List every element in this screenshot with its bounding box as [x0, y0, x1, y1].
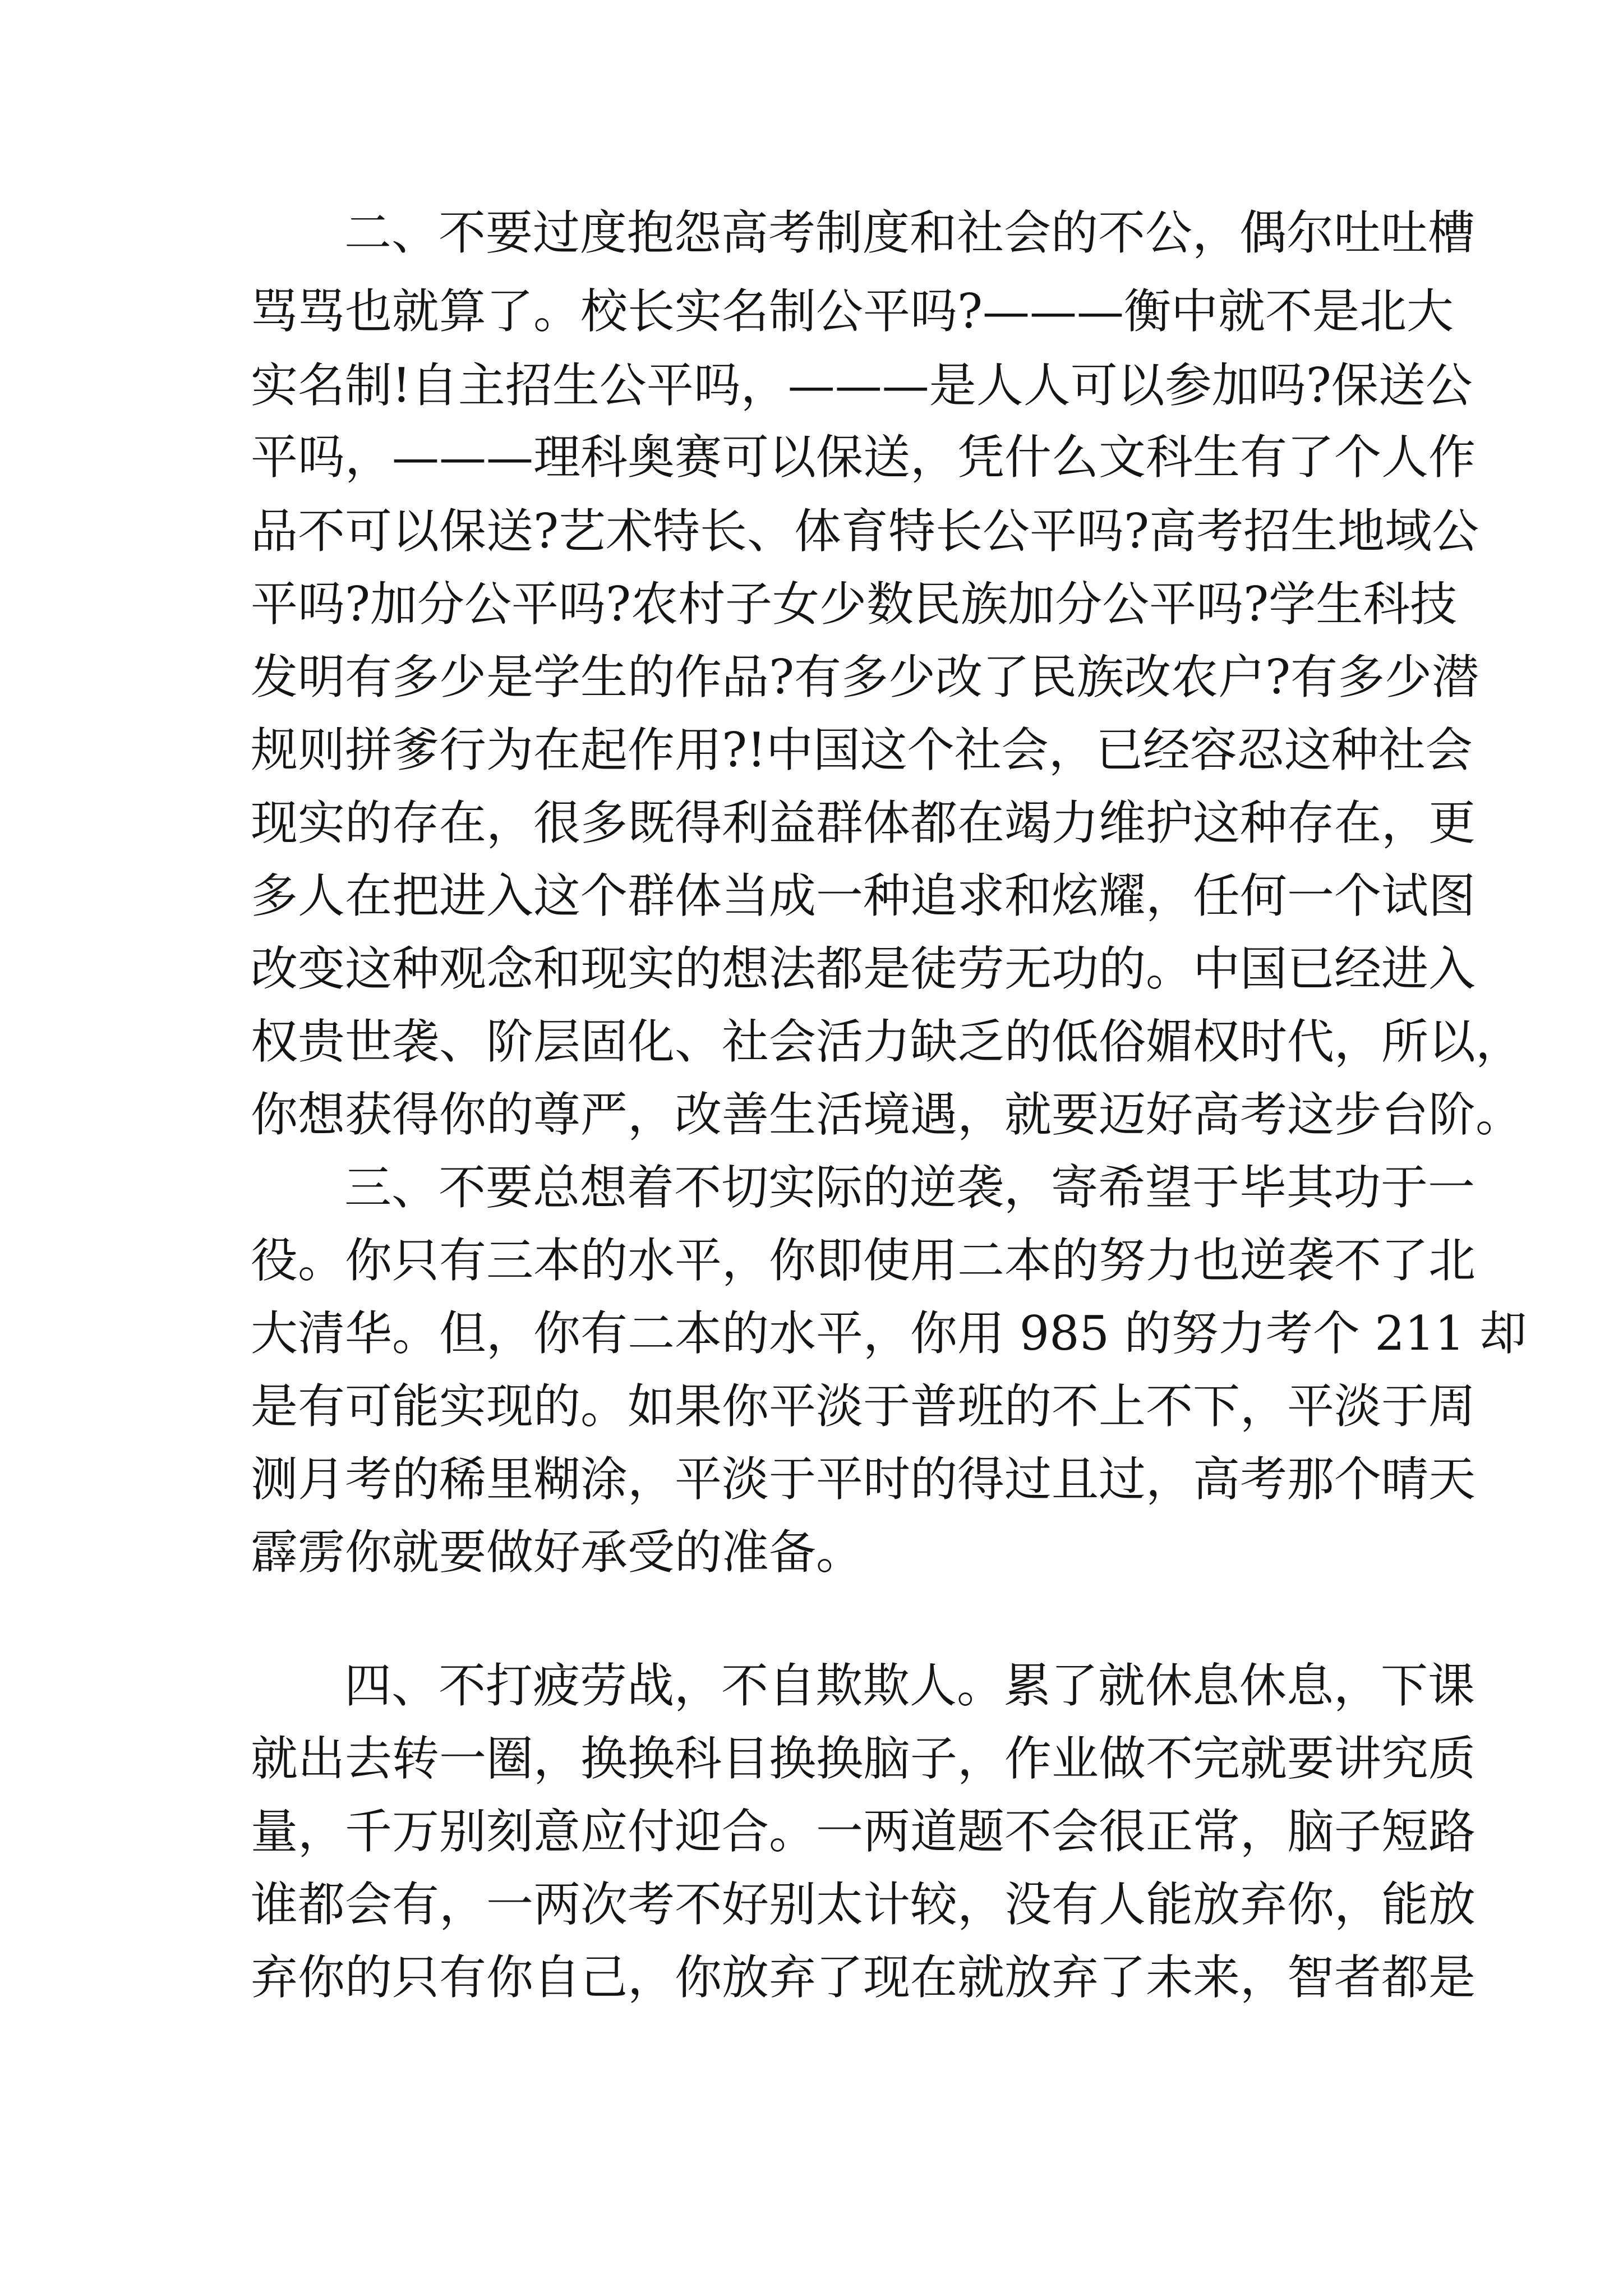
text-line: 就出去转一圈，换换科目换换脑子，作业做不完就要讲究质: [251, 1731, 1476, 1786]
text-line: 霹雳你就要做好承受的准备。: [251, 1525, 864, 1580]
text-line: 发明有多少是学生的作品?有多少改了民族改农户?有多少潜: [251, 650, 1479, 705]
text-line: 现实的存在，很多既得利益群体都在竭力维护这种存在，更: [251, 795, 1476, 850]
text-line: 平吗?加分公平吗?农村子女少数民族加分公平吗?学生科技: [251, 577, 1458, 632]
text-line: 骂骂也就算了。校长实名制公平吗?———衡中就不是北大: [251, 284, 1454, 339]
text-line: 多人在把进入这个群体当成一种追求和炫耀，任何一个试图: [251, 868, 1476, 923]
text-line: 测月考的稀里糊涂，平淡于平时的得过且过，高考那个晴天: [251, 1452, 1476, 1507]
text-line: 二、不要过度抱怨高考制度和社会的不公，偶尔吐吐槽: [344, 205, 1476, 260]
text-line: 四、不打疲劳战，不自欺欺人。累了就休息休息，下课: [344, 1658, 1476, 1713]
text-line: 规则拼爹行为在起作用?!中国这个社会，已经容忍这种社会: [251, 723, 1473, 777]
text-line: 谁都会有，一两次考不好别太计较，没有人能放弃你，能放: [251, 1877, 1476, 1932]
text-line: 役。你只有三本的水平，你即使用二本的努力也逆袭不了北: [251, 1233, 1476, 1288]
text-line: 改变这种观念和现实的想法都是徒劳无功的。中国已经进入: [251, 941, 1476, 996]
text-line: 品不可以保送?艺术特长、体育特长公平吗?高考招生地域公: [251, 504, 1479, 559]
text-line: 平吗，———理科奥赛可以保送，凭什么文科生有了个人作: [251, 430, 1476, 485]
text-line: 权贵世袭、阶层固化、社会活力缺乏的低俗媚权时代，所以，: [251, 1014, 1523, 1069]
text-line: 你想获得你的尊严，改善生活境遇，就要迈好高考这步台阶。: [251, 1087, 1523, 1142]
text-line: 是有可能实现的。如果你平淡于普班的不上不下，平淡于周: [251, 1379, 1476, 1434]
text-line: 三、不要总想着不切实际的逆袭，寄希望于毕其功于一: [344, 1160, 1476, 1215]
text-line: 弃你的只有你自己，你放弃了现在就放弃了未来，智者都是: [251, 1950, 1476, 2005]
text-line: 实名制!自主招生公平吗，———是人人可以参加吗?保送公: [251, 358, 1473, 413]
text-line: 大清华。但，你有二本的水平，你用 985 的努力考个 211 却: [251, 1306, 1527, 1361]
text-line: 量，千万别刻意应付迎合。一两道题不会很正常，脑子短路: [251, 1804, 1476, 1859]
